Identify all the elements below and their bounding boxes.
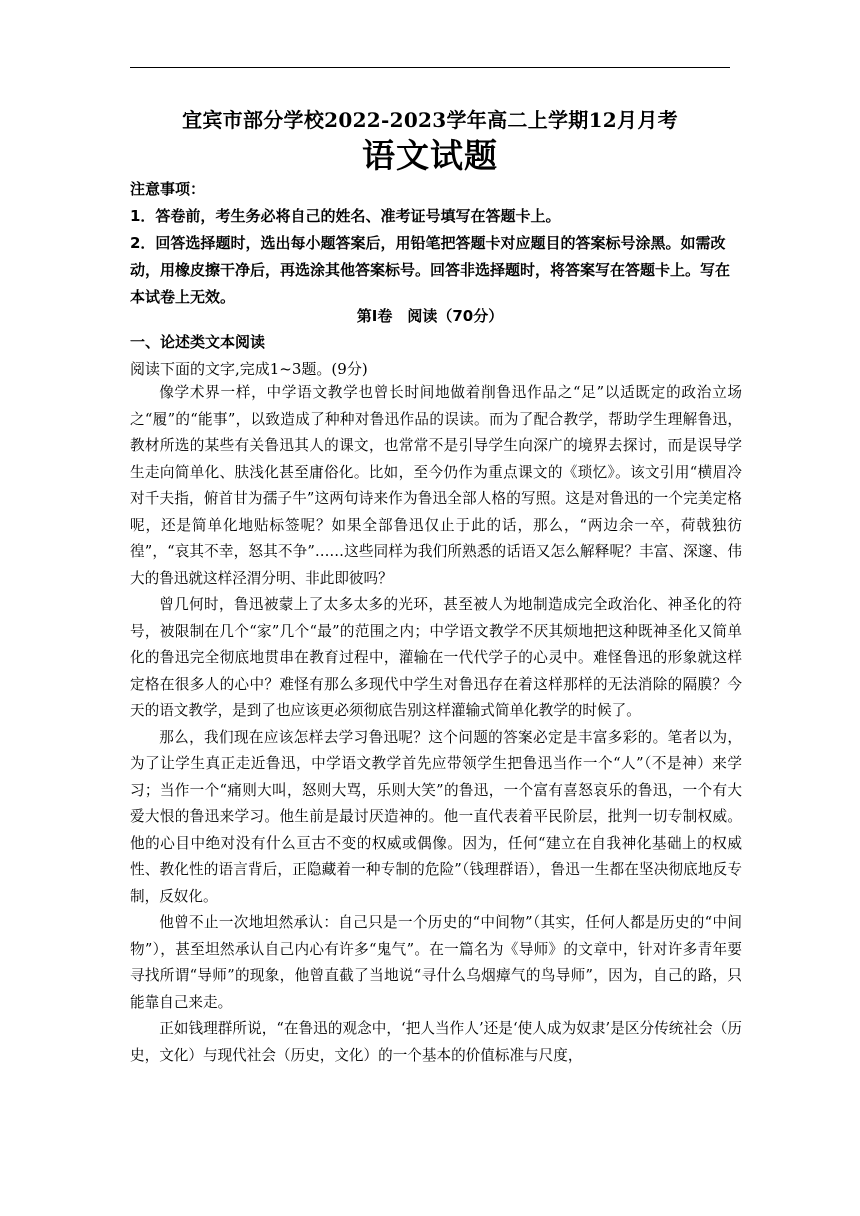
part-header: 第Ⅰ卷 阅读（70分） — [356, 307, 504, 325]
passage-paragraph: 曾几何时，鲁迅被蒙上了太多太多的光环，甚至被人为地制造成完全政治化、神圣化的符号，被限制在几个“家”几个“最”的范围之内；中学语文教学不厌其烦地把这种既神圣化又简单化的鲁迅完全彻底地贯串在教育过程中，灌输在一代代学子的心灵中。难怪鲁迅的形象就这样定格在很多人的心中？难怪有那么多现代中学生对鲁迅存在着这样那样的无法消除的隔膜？今天的语文教学，是到了也应该更必须彻底告别这样灌输式简单化教学的时候了。 — [130, 596, 742, 719]
notice-block — [130, 176, 738, 311]
subject-title: 语文试题 — [362, 136, 498, 175]
exam-title: 宜宾市部分学校2022-2023学年高二上学期12月月考 — [182, 108, 678, 132]
notice-heading: 注意事项： — [130, 180, 206, 198]
notice-item: 2．回答选择题时，选出每小题答案后，用铅笔把答题卡对应题目的答案标号涂黑。如需改动，用橡皮擦干净后，再选涂其他答案标号。回答非选择题时，将答案写在答题卡上。写在本试卷上无效。 — [130, 234, 731, 306]
passage-paragraph: 那么，我们现在应该怎样去学习鲁迅呢？这个问题的答案必定是丰富多彩的。笔者以为，为了让学生真正走近鲁迅，中学语文教学首先应带领学生把鲁迅当作一个“人”（不是神）来学习；当作一个“痛则大叫，怒则大骂，乐则大笑”的鲁迅，一个富有喜怒哀乐的鲁迅，一个有大爱大恨的鲁迅来学习。他生前是最讨厌造神的。他一直代表着平民阶层，批判一切专制权威。他的心目中绝对没有什么亘古不变的权威或偶像。因为，任何“建立在自我神化基础上的权威性、教化性的语言背后，正隐藏着一种专制的危险”（钱理群语），鲁迅一生都在坚决彻底地反专制，反奴化。 — [130, 728, 742, 905]
reading-passage — [130, 380, 742, 1069]
passage-paragraph: 像学术界一样，中学语文教学也曾长时间地做着削鲁迅作品之“足”以适既定的政治立场之“履”的“能事”，以致造成了种种对鲁迅作品的误读。而为了配合教学，帮助学生理解鲁迅，教材所选的某些有关鲁迅其人的课文，也常常不是引导学生向深广的境界去探讨，而是误导学生走向简单化、肤浅化甚至庸俗化。比如，至今仍作为重点课文的《琐忆》。该文引用“横眉冷对千夫指，俯首甘为孺子牛”这两句诗来作为鲁迅全部人格的写照。这是对鲁迅的一个完美定格呢，还是简单化地贴标签呢？如果全部鲁迅仅止于此的话，那么，“两边余一卒，荷戟独彷徨”，“哀其不幸，怒其不争”……这些同样为我们所熟悉的话语又怎么解释呢？丰富、深邃、伟大的鲁迅就这样泾渭分明、非此即彼吗？ — [130, 384, 742, 587]
section-title: 一、论述类文本阅读 — [130, 333, 266, 351]
reading-instruction: 阅读下面的文字,完成1~3题。(9分) — [130, 360, 368, 378]
passage-paragraph: 他曾不止一次地坦然承认：自己只是一个历史的“中间物”（其实，任何人都是历史的“中间物”），甚至坦然承认自己内心有许多“鬼气”。在一篇名为《导师》的文章中，针对许多青年要寻找所谓“导师”的现象，他曾直截了当地说“寻什么乌烟瘴气的鸟导师”，因为，自己的路，只能靠自己来走。 — [130, 914, 742, 1011]
passage-paragraph: 正如钱理群所说，“在鲁迅的观念中，‘把人当作人’还是‘使人成为奴隶’是区分传统社会（历史，文化）与现代社会（历史，文化）的一个基本的价值标准与尺度， — [130, 1020, 742, 1064]
header-rule — [130, 67, 730, 68]
notice-item: 1．答卷前，考生务必将自己的姓名、准考证号填写在答题卡上。 — [130, 207, 561, 225]
